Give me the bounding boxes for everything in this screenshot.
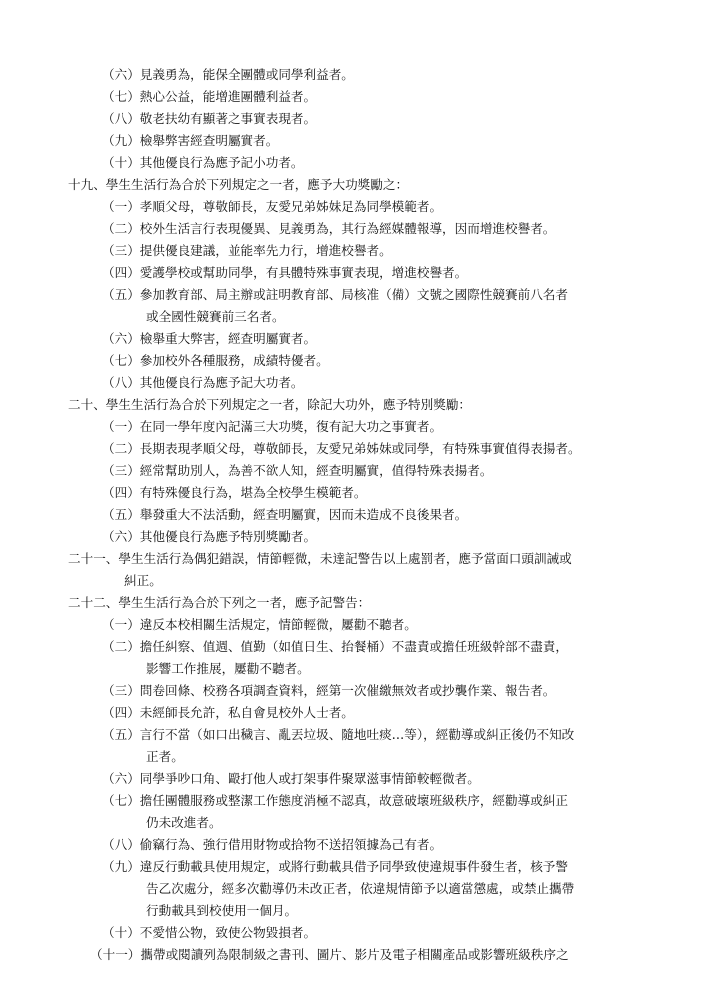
- list-item: （九）違反行動載具使用規定，或將行動載具借予同學致使違規事件發生者，核予警: [102, 859, 568, 874]
- list-item: （八）偷竊行為、強行借用財物或拾物不送招領據為己有者。: [102, 837, 443, 852]
- list-item: （七）熱心公益，能增進團體利益者。: [102, 89, 317, 104]
- list-item: （三）問卷回條、校務各項調查資料，經第一次催繳無效者或抄襲作業、報告者。: [102, 683, 556, 698]
- list-item-continuation: 告乙次處分，經多次勸導仍未改正者，依違規情節予以適當懲處，或禁止攜帶: [146, 881, 575, 896]
- list-item-continuation: 仍未改進者。: [146, 815, 222, 830]
- list-item: （五）言行不當（如口出穢言、亂丟垃圾、隨地吐痰…等），經勸導或糾正後仍不知改: [102, 727, 575, 742]
- list-item: （六）其他優良行為應予特別獎勵者。: [102, 529, 317, 544]
- section-heading: 二十、學生生活行為合於下列規定之一者，除記大功外，應予特別獎勵：: [68, 397, 471, 412]
- list-item: （八）其他優良行為應予記大功者。: [102, 375, 304, 390]
- list-item: （三）經常幫助別人，為善不欲人知，經查明屬實，值得特殊表揚者。: [102, 463, 493, 478]
- list-item: （六）同學爭吵口角、毆打他人或打架事件聚眾滋事情節較輕微者。: [102, 771, 480, 786]
- list-item-continuation: 或全國性競賽前三名者。: [146, 309, 285, 324]
- list-item: （二）擔任糾察、值週、值勤（如值日生、抬餐桶）不盡責或擔任班級幹部不盡責，: [102, 639, 568, 654]
- list-item: （八）敬老扶幼有顯著之事實表現者。: [102, 111, 317, 126]
- list-item: （四）有特殊優良行為，堪為全校學生模範者。: [102, 485, 367, 500]
- list-item: （一）在同一學年度內記滿三大功獎，復有記大功之事實者。: [102, 419, 443, 434]
- list-item: （十）其他優良行為應予記小功者。: [102, 155, 304, 170]
- list-item-continuation: 正者。: [146, 749, 184, 764]
- list-item: （二）長期表現孝順父母，尊敬師長，友愛兄弟姊妹或同學，有特殊事實值得表揚者。: [102, 441, 581, 456]
- list-item: （七）擔任團體服務或整潔工作態度消極不認真，故意破壞班級秩序，經勸導或糾正: [102, 793, 568, 808]
- list-item: （九）檢舉弊害經查明屬實者。: [102, 133, 279, 148]
- list-item: （六）檢舉重大弊害，經查明屬實者。: [102, 331, 317, 346]
- section-heading-continuation: 糾正。: [124, 573, 162, 588]
- list-item: （三）提供優良建議，並能率先力行，增進校譽者。: [102, 243, 392, 258]
- list-item: （一）違反本校相關生活規定，情節輕微，屢勸不聽者。: [102, 617, 417, 632]
- list-item: （二）校外生活言行表現優異、見義勇為，其行為經媒體報導，因而增進校譽者。: [102, 221, 556, 236]
- section-heading: 二十一、學生生活行為偶犯錯誤，情節輕微，未達記警告以上處罰者，應予當面口頭訓誡或: [68, 551, 572, 566]
- list-item-continuation: 行動載具到校使用一個月。: [146, 903, 298, 918]
- list-item: （六）見義勇為，能保全團體或同學利益者。: [102, 67, 354, 82]
- list-item: （十一）攜帶或閱讀列為限制級之書刊、圖片、影片及電子相關產品或影響班級秩序之: [90, 947, 569, 962]
- list-item: （五）參加教育部、局主辦或註明教育部、局核准（備）文號之國際性競賽前八名者: [102, 287, 568, 302]
- list-item: （四）愛護學校或幫助同學，有具體特殊事實表現，增進校譽者。: [102, 265, 468, 280]
- document-body: [0, 64, 707, 966]
- section-heading: 十九、學生生活行為合於下列規定之一者，應予大功獎勵之：: [68, 177, 409, 192]
- section-heading: 二十二、學生生活行為合於下列之一者，應予記警告：: [68, 595, 371, 610]
- list-item: （五）舉發重大不法活動，經查明屬實，因而未造成不良後果者。: [102, 507, 468, 522]
- list-item: （七）參加校外各種服務，成績特優者。: [102, 353, 329, 368]
- list-item-continuation: 影響工作推展，屢勸不聽者。: [146, 661, 310, 676]
- list-item: （四）未經師長允許，私自會見校外人士者。: [102, 705, 354, 720]
- list-item: （十）不愛惜公物，致使公物毀損者。: [102, 925, 317, 940]
- list-item: （一）孝順父母，尊敬師長，友愛兄弟姊妹足為同學模範者。: [102, 199, 443, 214]
